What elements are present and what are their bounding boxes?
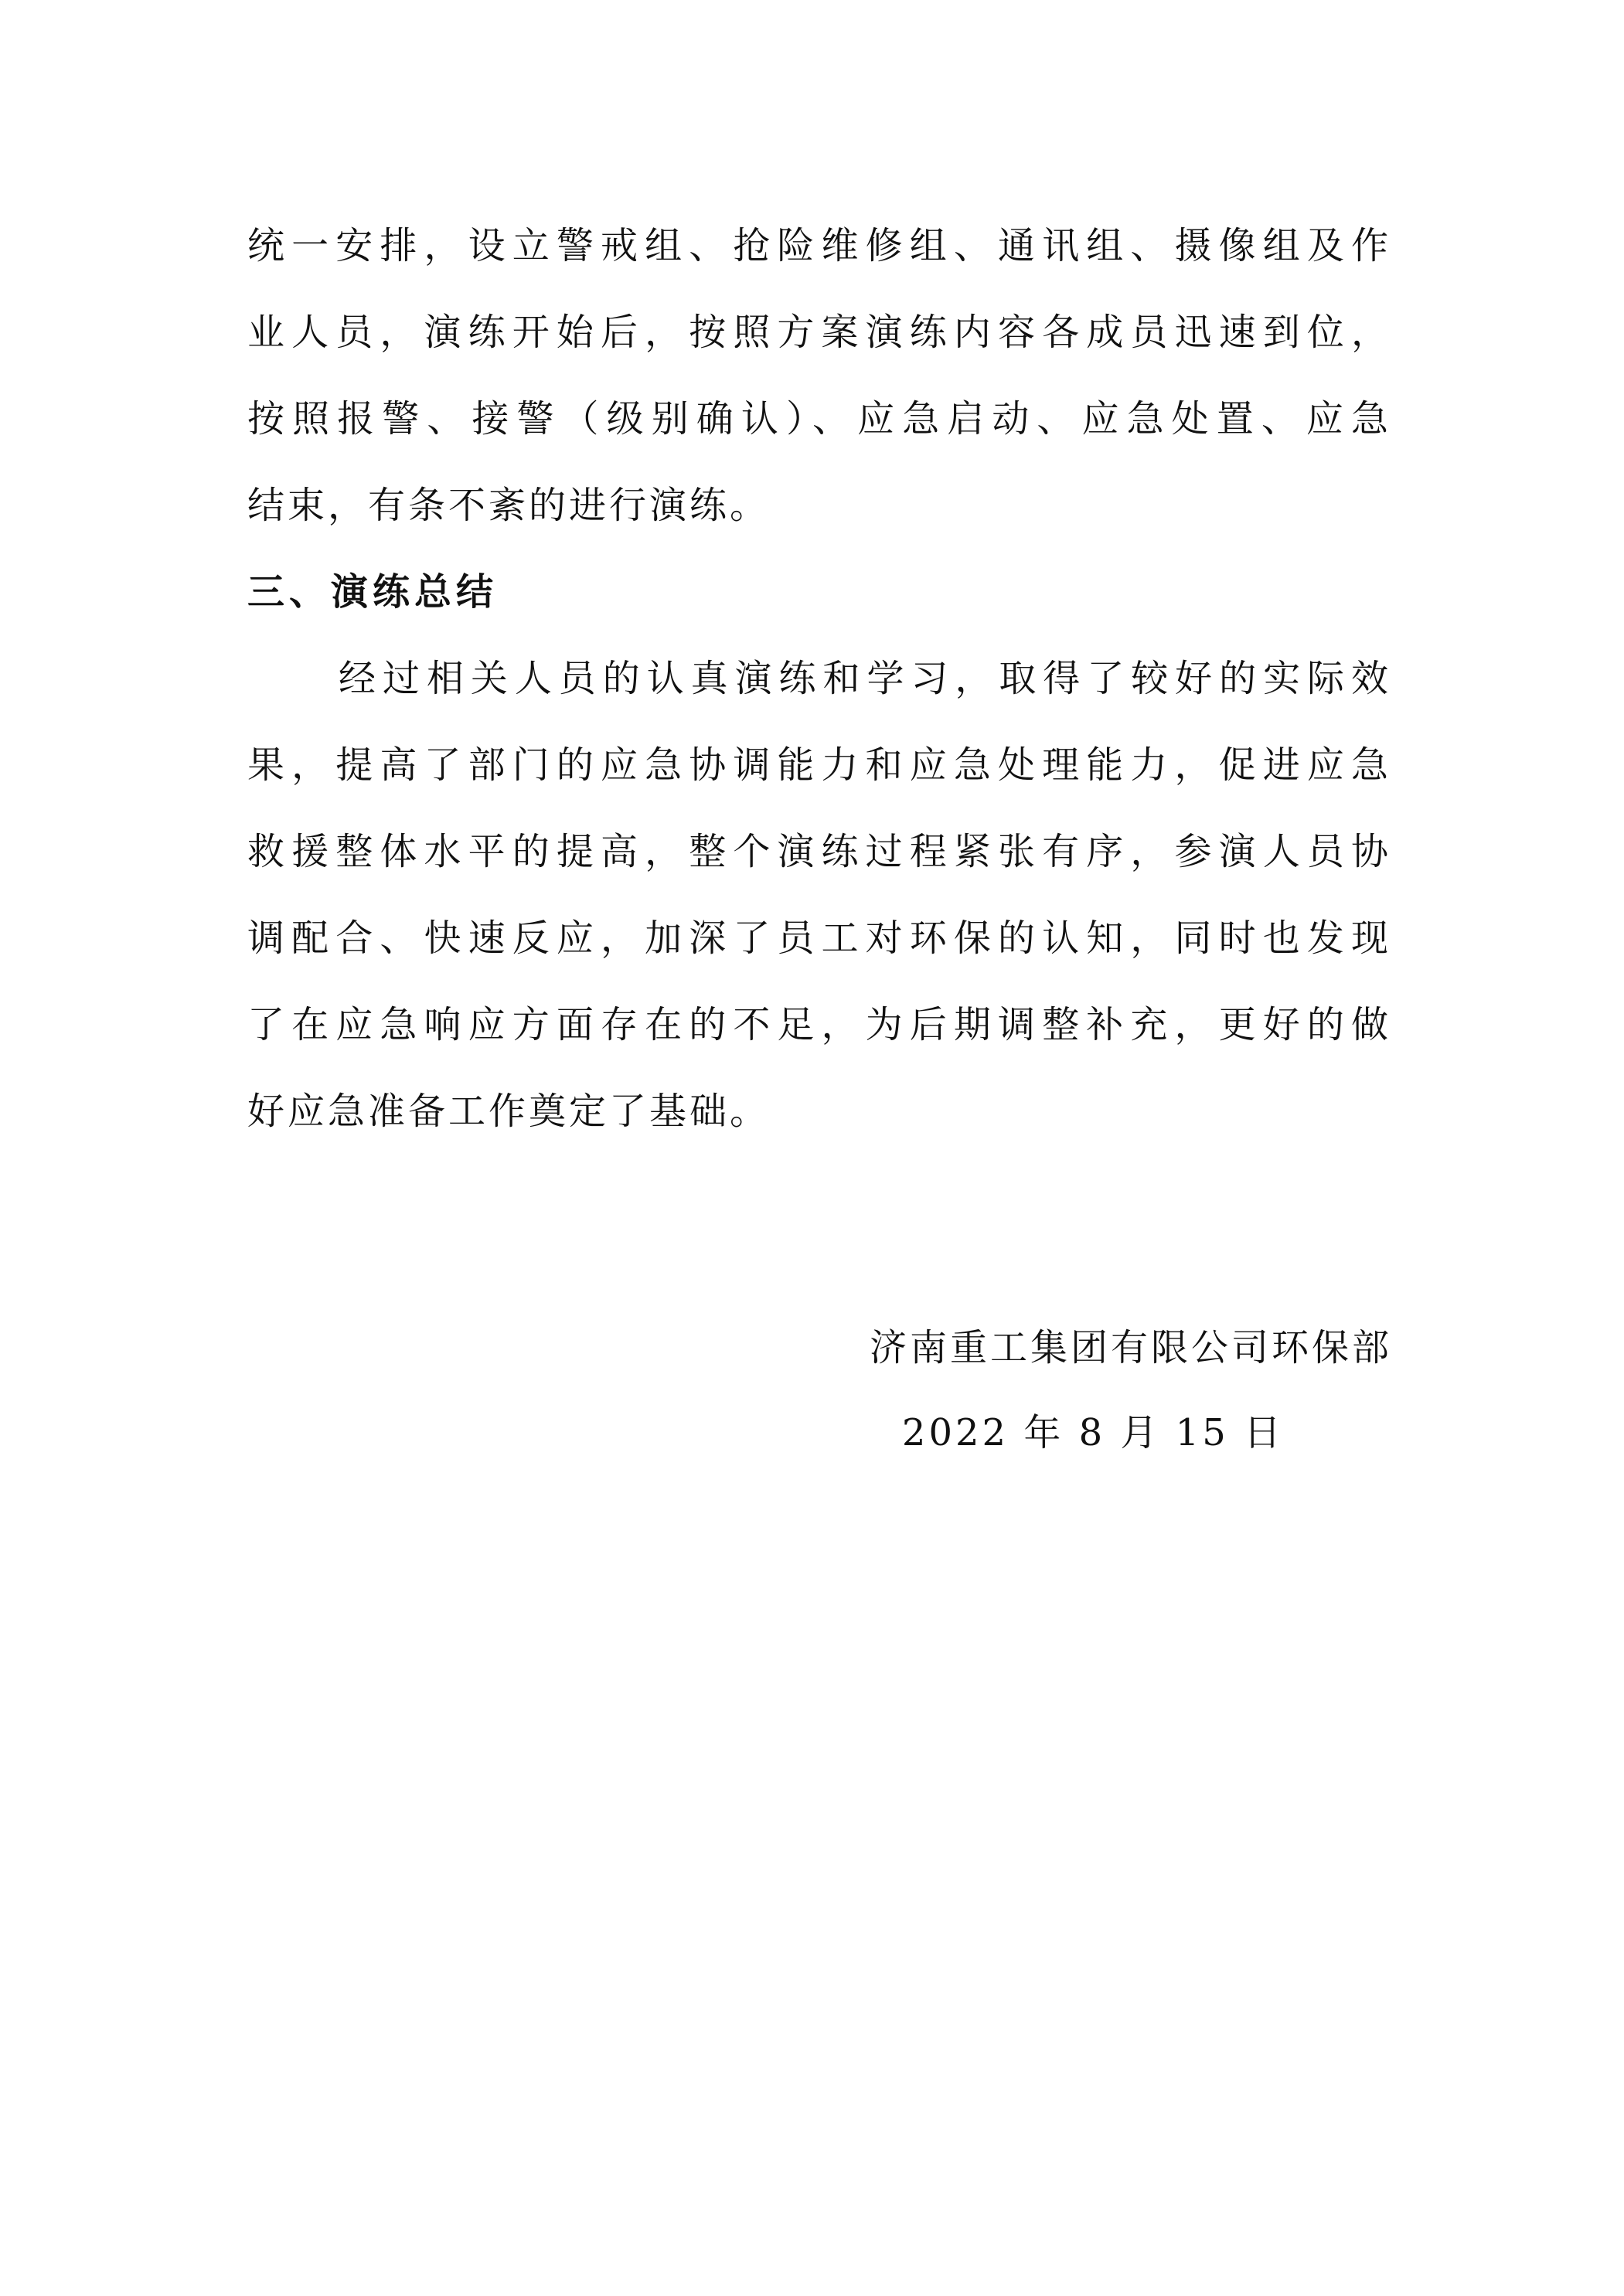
paragraph-line: 了在应急响应方面存在的不足，为后期调整补充，更好的做: [247, 1003, 1391, 1046]
paragraph-line: 果，提高了部门的应急协调能力和应急处理能力，促进应急: [247, 743, 1391, 787]
paragraph-line: 调配合、快速反应，加深了员工对环保的认知，同时也发现: [247, 917, 1391, 960]
paragraph-line: 按照报警、接警（级别确认）、应急启动、应急处置、应急: [247, 397, 1391, 440]
paragraph-line: 好应急准备工作奠定了基础。: [247, 1090, 771, 1133]
paragraph-line: 经过相关人员的认真演练和学习，取得了较好的实际效: [339, 657, 1391, 700]
signature-date: 2022 年 8 月 15 日: [901, 1411, 1284, 1454]
paragraph-line: 统一安排，设立警戒组、抢险维修组、通讯组、摄像组及作: [247, 224, 1391, 267]
signature-organization: 济南重工集团有限公司环保部: [869, 1326, 1392, 1369]
paragraph-line: 结束，有条不紊的进行演练。: [247, 484, 771, 527]
section-heading: 三、演练总结: [247, 570, 499, 614]
paragraph-line: 救援整体水平的提高，整个演练过程紧张有序，参演人员协: [247, 830, 1391, 873]
paragraph-line: 业人员，演练开始后，按照方案演练内容各成员迅速到位，: [247, 311, 1391, 354]
